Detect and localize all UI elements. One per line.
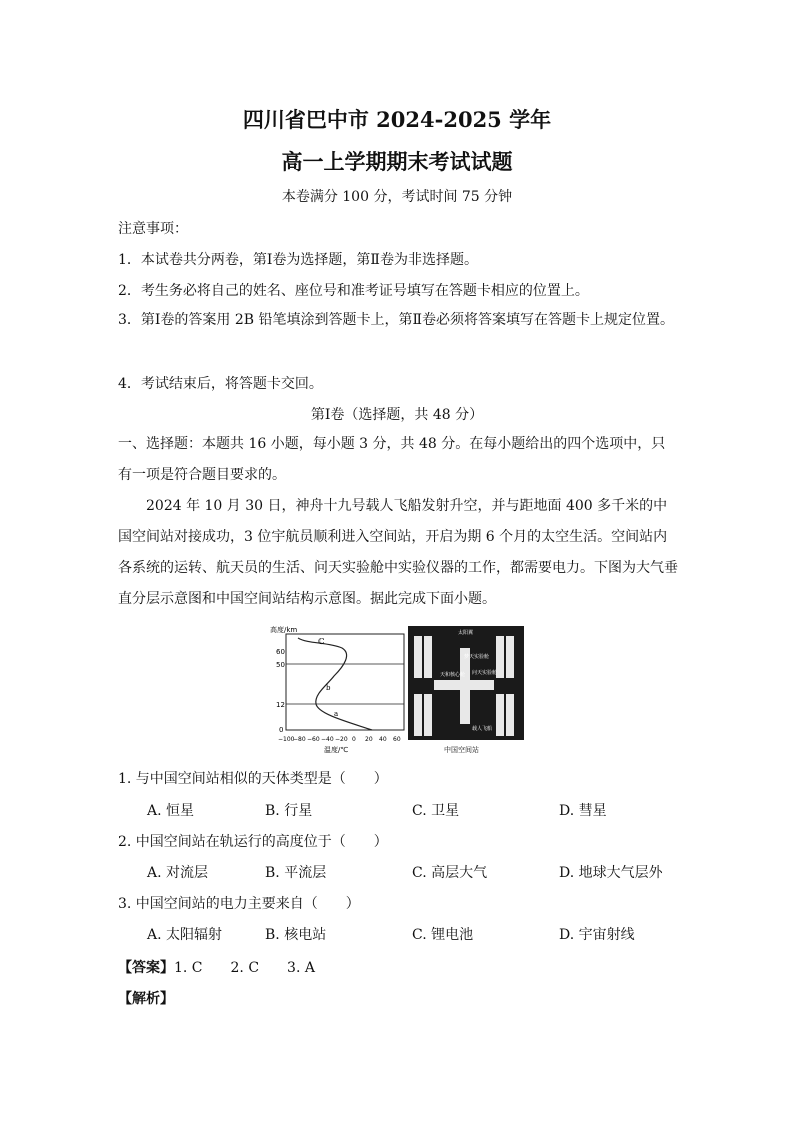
question-3-stem: 3. 中国空间站的电力主要来自（ ） <box>118 896 360 912</box>
q1-option-a: A. 恒星 <box>147 803 195 819</box>
y-tick-50: 50 <box>276 661 285 669</box>
q2-option-c: C. 高层大气 <box>412 865 488 881</box>
chart-x-label: 温度/℃ <box>324 746 349 754</box>
question-1-options <box>147 800 687 820</box>
q3-option-a: A. 太阳辐射 <box>147 927 223 943</box>
q1-option-b: B. 行星 <box>265 803 313 819</box>
notice-heading: 注意事项： <box>118 221 188 237</box>
atmosphere-station-figure <box>268 624 528 756</box>
notice-item-3: 3．第Ⅰ卷的答案用 2B 铅笔填涂到答题卡上，第Ⅱ卷必须将答案填写在答题卡上规定位置。 <box>118 312 675 328</box>
q3-option-d: D. 宇宙射线 <box>559 927 635 943</box>
label-wentian: 问天实验舱 <box>472 670 498 676</box>
question-2-options <box>147 862 687 882</box>
notice-item-1: 1．本试卷共分两卷，第Ⅰ卷为选择题，第Ⅱ卷为非选择题。 <box>118 252 478 268</box>
exam-title-line2: 高一上学期期末考试试题 <box>281 149 513 174</box>
exam-title-line1: 四川省巴中市 2024-2025 学年 <box>242 107 552 132</box>
x-tick-60: 60 <box>393 736 401 743</box>
passage: 2024 年 10 月 30 日，神舟十九号载人飞船发射升空，并与距地面 400 多千米的中国空间站对接成功，3 位宇航员顺利进入空间站，开启为期 6 个月的太空生活。空间站内各系统的运转、航天员的生活、问天实验舱中实验仪器的工作，都需要电力。下图为大气垂直分层示意图和中国空间站结构示意图。据此完成下面小题。 <box>118 498 678 607</box>
y-tick-12: 12 <box>276 701 285 709</box>
space-station-image <box>408 626 524 754</box>
analysis-label: 【解析】 <box>118 991 174 1007</box>
label-tianhe: 天和核心舱 <box>440 672 466 678</box>
y-tick-0: 0 <box>279 726 284 734</box>
q2-option-d: D. 地球大气层外 <box>559 865 663 881</box>
section-heading: 第Ⅰ卷（选择题，共 48 分） <box>310 407 484 423</box>
q1-option-c: C. 卫星 <box>412 803 460 819</box>
answer-label: 【答案】 <box>118 960 174 976</box>
label-mengtian: 梦天实验舱 <box>464 654 490 660</box>
station-caption: 中国空间站 <box>444 746 479 754</box>
x-tick-20: 20 <box>365 736 373 743</box>
y-tick-60: 60 <box>276 648 285 656</box>
x-tick-40: 40 <box>379 736 387 743</box>
x-tick-m20: −20 <box>335 736 348 743</box>
x-tick-m100: −100 <box>278 736 295 743</box>
q2-option-b: B. 平流层 <box>265 865 327 881</box>
notice-item-2: 2．考生务必将自己的姓名、座位号和准考证号填写在答题卡相应的位置上。 <box>118 283 589 299</box>
part-intro: 一、选择题：本题共 16 小题，每小题 3 分，共 48 分。在每小题给出的四个选项中，只有一项是符合题目要求的。 <box>118 436 666 483</box>
question-2-stem: 2. 中国空间站在轨运行的高度位于（ ） <box>118 834 388 850</box>
q2-option-a: A. 对流层 <box>147 865 209 881</box>
exam-subtitle: 本卷满分 100 分，考试时间 75 分钟 <box>281 189 513 205</box>
question-1-stem: 1. 与中国空间站相似的天体类型是（ ） <box>118 771 388 787</box>
curve-label-b: b <box>326 684 331 692</box>
x-tick-0: 0 <box>352 736 356 743</box>
q3-option-c: C. 锂电池 <box>412 927 474 943</box>
x-tick-m80: −80 <box>293 736 306 743</box>
answer-text: 1. C 2. C 3. A <box>174 960 315 976</box>
x-tick-m40: −40 <box>321 736 334 743</box>
q1-option-d: D. 彗星 <box>559 803 607 819</box>
notice-item-4: 4．考试结束后，将答题卡交回。 <box>118 376 323 392</box>
atmosphere-layer-chart <box>270 625 404 754</box>
question-3-options <box>147 924 687 944</box>
q3-option-b: B. 核电站 <box>265 927 327 943</box>
label-crew-ship: 载人飞船 <box>472 726 493 732</box>
x-tick-m60: −60 <box>307 736 320 743</box>
chart-y-label: 高度/km <box>270 626 298 634</box>
answer-line <box>118 957 315 977</box>
curve-label-top: ℂ <box>318 637 325 646</box>
curve-label-a: a <box>334 710 339 718</box>
label-solar-wing: 太阳翼 <box>458 630 474 636</box>
